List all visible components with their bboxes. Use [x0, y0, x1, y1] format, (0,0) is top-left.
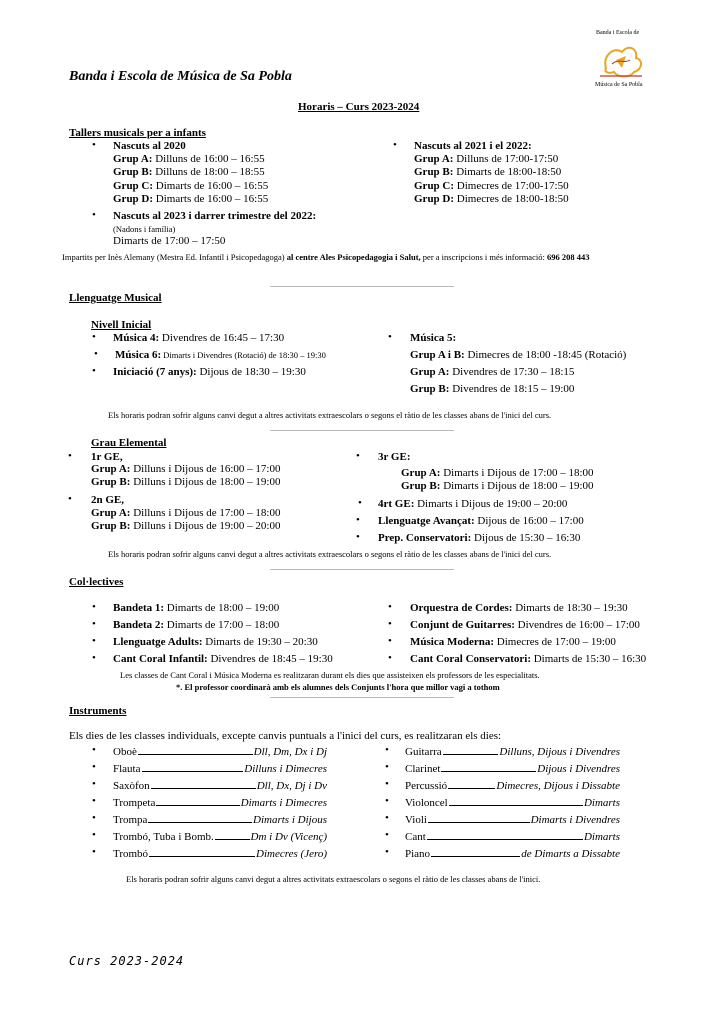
instrument-days: Dimarts	[583, 797, 620, 809]
llenguatge-title: Llenguatge Musical	[69, 292, 162, 304]
bullet-icon: •	[92, 365, 96, 377]
bullet-icon: •	[393, 139, 397, 151]
fill-line	[215, 830, 250, 840]
instrument-row	[405, 762, 620, 775]
instrument-row	[405, 745, 620, 758]
divider	[270, 286, 454, 287]
bullet-icon: •	[92, 761, 96, 773]
divider	[270, 697, 454, 698]
instrument-days: Dm i Dv (Vicenç)	[250, 831, 327, 843]
tallers-2021-row: Grup C: Dimecres de 17:00-17:50	[414, 180, 569, 192]
fill-line	[428, 813, 530, 823]
fill-line	[149, 847, 255, 857]
instrument-days: de Dimarts a Dissabte	[521, 848, 620, 860]
divider	[270, 569, 454, 570]
instrument-name: Violi	[405, 814, 427, 826]
instruments-title: Instruments	[69, 705, 127, 717]
logo-text-bottom: Música de Sa Pobla	[595, 82, 643, 88]
bullet-icon: •	[92, 209, 96, 221]
bullet-icon: •	[385, 829, 389, 841]
fill-line	[142, 762, 244, 772]
collectives-note-2: *. El professor coordinarà amb els alumnes dels Conjunts l'hora que millor vagi a tothom	[176, 682, 500, 692]
instrument-name: Trombó	[113, 848, 149, 860]
nivell-inicial-title: Nivell Inicial	[91, 319, 152, 331]
ge1-row: Grup A: Dilluns i Dijous de 16:00 – 17:00	[91, 463, 281, 475]
instrument-name: Flauta	[113, 763, 141, 775]
logo-emblem-icon	[592, 38, 650, 84]
bullet-icon: •	[356, 514, 360, 526]
bullet-icon: •	[388, 618, 392, 630]
instrument-days: Dilluns, Dijous i Divendres	[499, 746, 620, 758]
tallers-2023-heading: Nascuts al 2023 i darrer trimestre del 2022:	[113, 210, 317, 222]
instruments-intro: Els dies de les classes individuals, excepte canvis puntuals a l'inici del curs, es realitzaran els dies:	[69, 730, 502, 742]
instrument-days: Dimarts	[583, 831, 620, 843]
instrument-days: Dimarts i Dijous	[253, 814, 327, 826]
instrument-row	[113, 847, 327, 860]
instrument-name: Trompa	[113, 814, 148, 826]
ge2-row: Grup A: Dilluns i Dijous de 17:00 – 18:00	[91, 507, 281, 519]
iniciacio: Iniciació (7 anys): Dijous de 18:30 – 19:30	[113, 366, 306, 378]
instrument-name: Trombó, Tuba i Bomb.	[113, 831, 214, 843]
ge4: 4rt GE: Dimarts i Dijous de 19:00 – 20:00	[378, 498, 568, 510]
tallers-2020-row: Grup C: Dimarts de 16:00 – 16:55	[113, 180, 269, 192]
school-logo	[592, 30, 650, 92]
bullet-icon: •	[388, 331, 392, 343]
instrument-row	[405, 796, 620, 809]
ge1-row: Grup B: Dilluns i Dijous de 18:00 – 19:00	[91, 476, 281, 488]
fill-line	[156, 796, 239, 806]
instrument-row	[113, 779, 327, 792]
instrument-days: Dijous i Divendres	[537, 763, 620, 775]
instrument-days: Dimarts i Divendres	[530, 814, 620, 826]
collective-item: Cant Coral Conservatori: Dimarts de 15:30 – 16:30	[410, 653, 647, 665]
instruments-note: Els horaris podran sofrir alguns canvi degut a altres activitats extraescolars o segons el ràtio de les classes abans de l'inici.	[126, 874, 541, 884]
bullet-icon: •	[94, 348, 98, 360]
instrument-row	[405, 779, 620, 792]
instrument-name: Saxòfon	[113, 780, 150, 792]
fill-line	[138, 745, 253, 755]
bullet-icon: •	[356, 450, 360, 462]
bullet-icon: •	[92, 331, 96, 343]
tallers-2021-row: Grup D: Dimecres de 18:00-18:50	[414, 193, 569, 205]
fill-line	[441, 762, 536, 772]
fill-line	[448, 779, 495, 789]
instrument-days: Dimarts i Dimecres	[240, 797, 327, 809]
tallers-2023-note: (Nadons i família)	[113, 224, 176, 234]
bullet-icon: •	[385, 744, 389, 756]
tallers-info: Impartits per Inès Alemany (Mestra Ed. Infantil i Psicopedagoga) al centre Ales Psicopedagogia i Salut, per a inscripcions i més informació: 696 208 443	[62, 252, 590, 262]
instrument-row	[405, 847, 620, 860]
ge3-row: Grup B: Dimarts i Dijous de 18:00 – 19:00	[401, 480, 594, 492]
instrument-row	[113, 762, 327, 775]
llenguatge-note: Els horaris podran sofrir alguns canvi degut a altres activitats extraescolars o segons el ràtio de les classes abans de l'inici del curs.	[108, 410, 552, 420]
instrument-name: Guitarra	[405, 746, 442, 758]
instrument-row	[405, 813, 620, 826]
bullet-icon: •	[385, 795, 389, 807]
tallers-2021-row: Grup B: Dimarts de 18:00-18:50	[414, 166, 562, 178]
bullet-icon: •	[92, 618, 96, 630]
collective-item: Música Moderna: Dimecres de 17:00 – 19:00	[410, 636, 616, 648]
musica-5-row: Grup B: Divendres de 18:15 – 19:00	[410, 383, 575, 395]
instrument-days: Dll, Dx, Dj i Dv	[256, 780, 327, 792]
instrument-days: Dilluns i Dimecres	[244, 763, 327, 775]
bullet-icon: •	[92, 652, 96, 664]
tallers-2021-row: Grup A: Dilluns de 17:00-17:50	[414, 153, 559, 165]
bullet-icon: •	[92, 778, 96, 790]
bullet-icon: •	[385, 761, 389, 773]
grau-note: Els horaris podran sofrir alguns canvi degut a altres activitats extraescolars o segons el ràtio de les classes abans de l'inici del curs.	[108, 549, 552, 559]
instrument-name: Clarinet	[405, 763, 441, 775]
musica-4: Música 4: Divendres de 16:45 – 17:30	[113, 332, 285, 344]
tallers-2020-row: Grup D: Dimarts de 16:00 – 16:55	[113, 193, 269, 205]
bullet-icon: •	[68, 493, 72, 505]
instrument-row	[405, 830, 620, 843]
instrument-name: Trompeta	[113, 797, 156, 809]
bullet-icon: •	[388, 652, 392, 664]
bullet-icon: •	[92, 812, 96, 824]
divider	[270, 430, 454, 431]
collective-item: Llenguatge Adults: Dimarts de 19:30 – 20:30	[113, 636, 318, 648]
musica-6: Música 6: Dimarts i Divendres (Rotació) de 18:30 – 19:30	[115, 349, 326, 361]
instrument-row	[113, 796, 327, 809]
instrument-days: Dll, Dm, Dx i Dj	[253, 746, 327, 758]
tallers-2023-time: Dimarts de 17:00 – 17:50	[113, 235, 226, 247]
bullet-icon: •	[92, 829, 96, 841]
ge2-row: Grup B: Dilluns i Dijous de 19:00 – 20:00	[91, 520, 281, 532]
collectives-title: Col·lectives	[69, 576, 124, 588]
fill-line	[443, 745, 499, 755]
ge3-heading: 3r GE:	[378, 451, 411, 463]
handwritten-footer: Curs 2023-2024	[69, 954, 185, 968]
instrument-name: Violoncel	[405, 797, 448, 809]
bullet-icon: •	[385, 812, 389, 824]
instrument-name: Percussió	[405, 780, 448, 792]
instrument-name: Oboè	[113, 746, 137, 758]
tallers-2020-row: Grup A: Dilluns de 16:00 – 16:55	[113, 153, 265, 165]
bullet-icon: •	[68, 450, 72, 462]
instrument-row	[113, 745, 327, 758]
collective-item: Conjunt de Guitarres: Divendres de 16:00 – 17:00	[410, 619, 640, 631]
bullet-icon: •	[388, 635, 392, 647]
ge1-heading: 1r GE,	[91, 451, 123, 463]
bullet-icon: •	[388, 601, 392, 613]
collective-item: Bandeta 2: Dimarts de 17:00 – 18:00	[113, 619, 280, 631]
tallers-2020-heading: Nascuts al 2020	[113, 140, 186, 152]
instrument-days: Dimecres (Jero)	[256, 848, 327, 860]
instrument-row	[113, 830, 327, 843]
collectives-note-1: Les classes de Cant Coral i Música Moderna es realitzaran durant els dies que assisteixen els professors de les especialitats.	[120, 670, 540, 680]
llenguatge-avancat: Llenguatge Avançat: Dijous de 16:00 – 17:00	[378, 515, 584, 527]
musica-5-row: Grup A: Divendres de 17:30 – 18:15	[410, 366, 575, 378]
musica-5-row: Grup A i B: Dimecres de 18:00 -18:45 (Rotació)	[410, 349, 627, 361]
bullet-icon: •	[358, 497, 362, 509]
collective-item: Bandeta 1: Dimarts de 18:00 – 19:00	[113, 602, 280, 614]
bullet-icon: •	[92, 635, 96, 647]
bullet-icon: •	[356, 531, 360, 543]
tallers-2020-row: Grup B: Dilluns de 18:00 – 18:55	[113, 166, 265, 178]
instrument-name: Cant	[405, 831, 426, 843]
fill-line	[449, 796, 583, 806]
grau-elemental-title: Grau Elemental	[91, 437, 167, 449]
fill-line	[431, 847, 520, 857]
bullet-icon: •	[385, 846, 389, 858]
ge2-heading: 2n GE,	[91, 494, 125, 506]
ge3-row: Grup A: Dimarts i Dijous de 17:00 – 18:00	[401, 467, 594, 479]
fill-line	[148, 813, 252, 823]
instrument-row	[113, 813, 327, 826]
logo-text-top: Banda i Escola de	[596, 30, 640, 36]
bullet-icon: •	[92, 795, 96, 807]
musica-5: Música 5:	[410, 332, 457, 344]
tallers-2021-heading: Nascuts al 2021 i el 2022:	[414, 140, 532, 152]
fill-line	[427, 830, 583, 840]
bullet-icon: •	[92, 139, 96, 151]
bullet-icon: •	[92, 846, 96, 858]
instrument-days: Dimecres, Dijous i Dissabte	[496, 780, 620, 792]
school-name: Banda i Escola de Música de Sa Pobla	[69, 69, 292, 84]
collective-item: Cant Coral Infantil: Divendres de 18:45 – 19:30	[113, 653, 333, 665]
instrument-name: Piano	[405, 848, 431, 860]
collective-item: Orquestra de Cordes: Dimarts de 18:30 – 19:30	[410, 602, 628, 614]
tallers-title: Tallers musicals per a infants	[69, 127, 206, 139]
schedule-title: Horaris – Curs 2023-2024	[298, 101, 420, 113]
bullet-icon: •	[92, 744, 96, 756]
bullet-icon: •	[92, 601, 96, 613]
fill-line	[151, 779, 256, 789]
prep-conservatori: Prep. Conservatori: Dijous de 15:30 – 16:30	[378, 532, 581, 544]
bullet-icon: •	[385, 778, 389, 790]
